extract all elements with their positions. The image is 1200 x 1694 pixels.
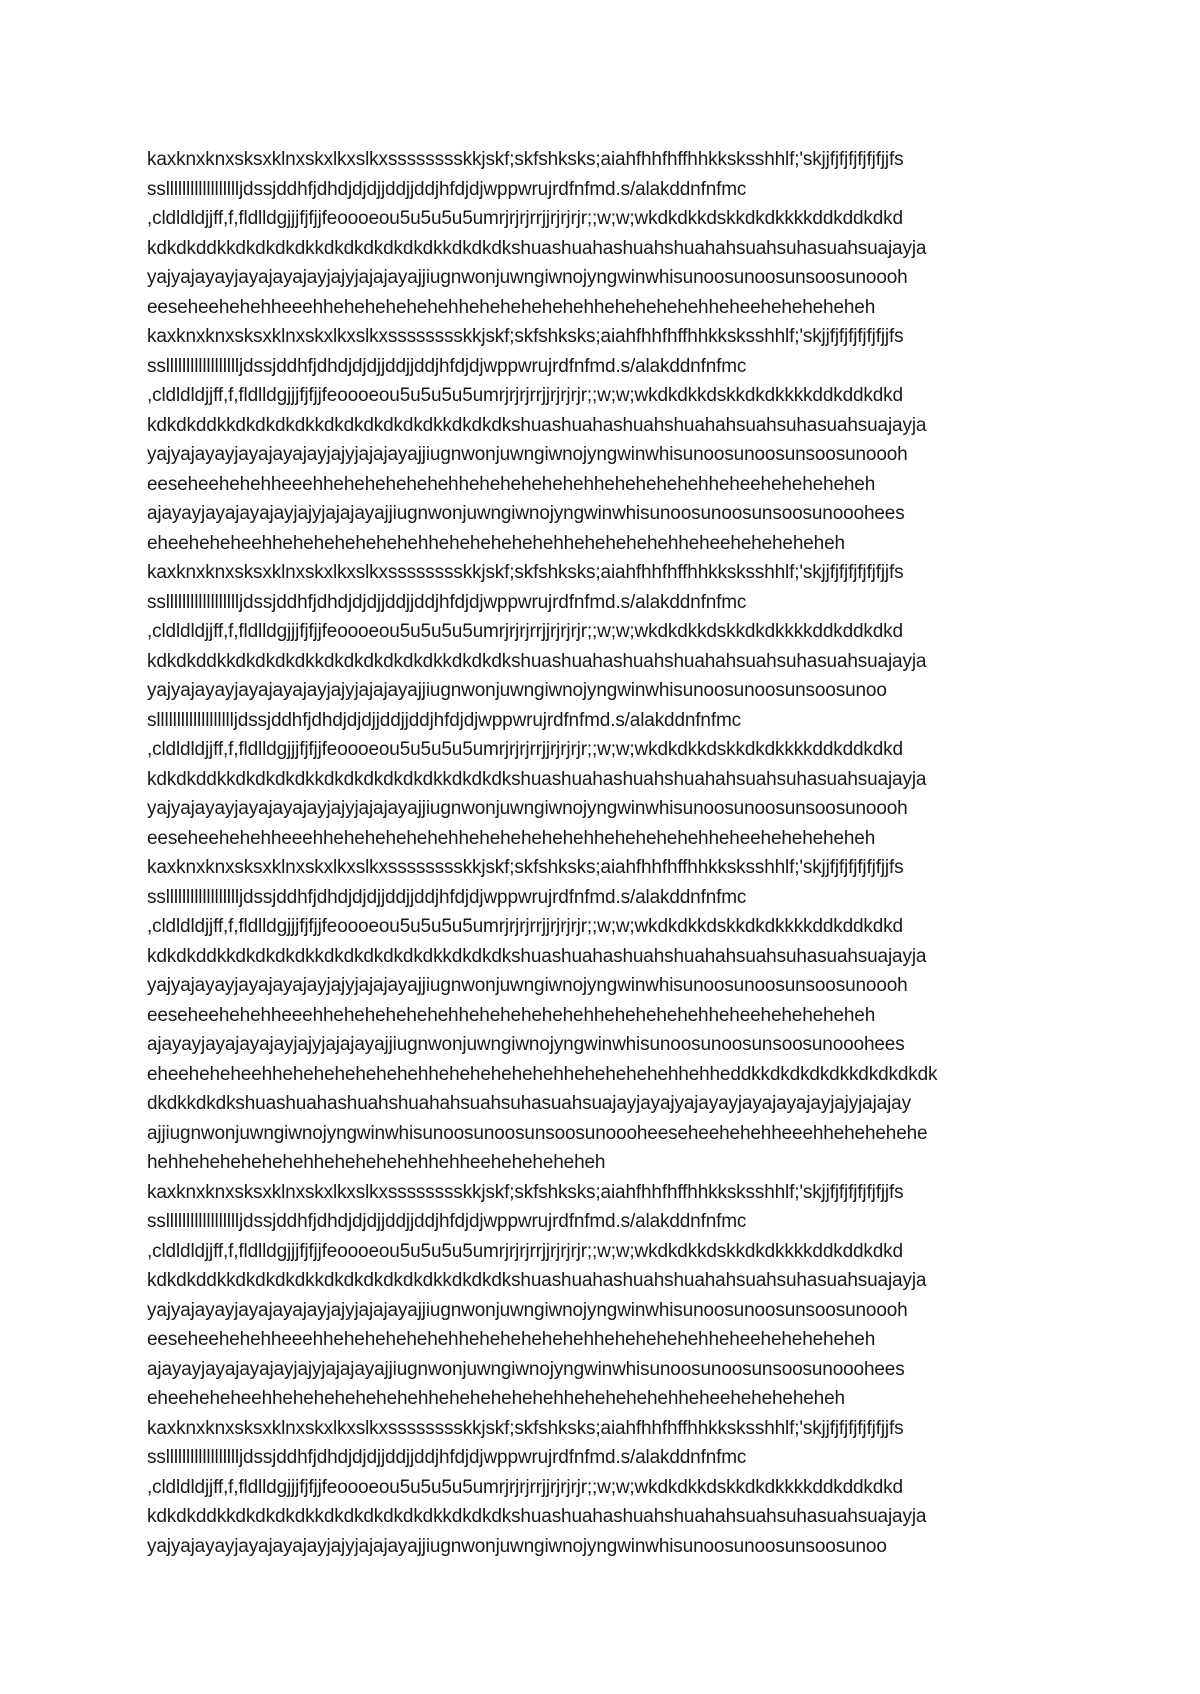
text-line: sslllllllllllllllllljdssjddhfjdhdjdjdjjddjjddjhfdjdjwppwrujrdfnfmd.s/alakddnfnfmc: [147, 1447, 747, 1468]
text-line: eeseheehehehheeehhehehehehehehhehehehehehehhehehehehehheheeheheheheheh: [147, 296, 876, 318]
text-line: ajayayjayajayajayjajyjajajayajjiugnwonjuwngiwnojyngwinwhisunoosunoosunsoosunooohees: [147, 503, 905, 524]
text-line: sslllllllllllllllllljdssjddhfjdhdjdjdjjddjjddjhfdjdjwppwrujrdfnfmd.s/alakddnfnfmc: [147, 591, 747, 613]
text-line: ,cldldldjjff,f,fldlldgjjjfjfjjfeoooeou5u5u5u5umrjrjrjrrjjrjrjrjr;;w;w;wkdkdkkdskkdkdkkkkddkddkdkd: [147, 739, 903, 760]
text-line: eeseheehehehheeehhehehehehehehhehehehehehehhehehehehehheheeheheheheheh: [147, 1004, 876, 1026]
text-line: hehhehehehehehehhehehehehehhehheeheheheheheh: [147, 1152, 606, 1173]
text-line: ,cldldldjjff,f,fldlldgjjjfjfjjfeoooeou5u5u5u5umrjrjrjrrjjrjrjrjr;;w;w;wkdkdkkdskkdkdkkkkddkddkdkd: [147, 916, 903, 937]
text-line: eheeheheheehhehehehehehehehhehehehehehehhehehehehehheheeheheheheheh: [147, 1388, 845, 1409]
text-line: eeseheehehehheeehhehehehehehehhehehehehehehhehehehehehheheeheheheheheh: [147, 827, 876, 849]
text-line: ,cldldldjjff,f,fldlldgjjjfjfjjfeoooeou5u5u5u5umrjrjrjrrjjrjrjrjr;;w;w;wkdkdkkdskkdkdkkkkddkddkdkd: [147, 208, 903, 229]
text-line: eheeheheheehhehehehehehehehhehehehehehehhehehehehehhehheddkkdkdkdkdkkdkdkdkdk: [147, 1063, 938, 1085]
text-line: ,cldldldjjff,f,fldlldgjjjfjfjjfeoooeou5u5u5u5umrjrjrjrrjjrjrjrjr;;w;w;wkdkdkkdskkdkdkkkkddkddkdkd: [147, 385, 903, 406]
text-line: kaxknxknxsksxklnxskxlkxslkxsssssssskkjskf;skfshksks;aiahfhhfhffhhkksksshhlf;'skjjfjfjfjfjfjfjjfs: [147, 326, 904, 347]
text-line: yajyajayayjayajayajayjajyjajajayajjiugnwonjuwngiwnojyngwinwhisunoosunoosunsoosunoooh: [147, 267, 908, 288]
text-line: kdkdkddkkdkdkdkdkkdkdkdkdkdkdkkdkdkdkshuashuahashuahshuahahsuahsuhasuahsuajayja: [147, 768, 927, 790]
text-line: kdkdkddkkdkdkdkdkkdkdkdkdkdkdkkdkdkdkshuashuahashuahshuahahsuahsuhasuahsuajayja: [147, 1270, 927, 1291]
text-line: kdkdkddkkdkdkdkdkkdkdkdkdkdkdkkdkdkdkshuashuahashuahshuahahsuahsuhasuahsuajayja: [147, 237, 927, 259]
text-line: yajyajayayjayajayajayjajyjajajayajjiugnwonjuwngiwnojyngwinwhisunoosunoosunsoosunoooh: [147, 444, 908, 465]
text-line: ajayayjayajayajayjajyjajajayajjiugnwonjuwngiwnojyngwinwhisunoosunoosunsoosunooohees: [147, 1358, 905, 1380]
text-line: kaxknxknxsksxklnxskxlkxslkxsssssssskkjskf;skfshksks;aiahfhhfhffhhkksksshhlf;'skjjfjfjfjfjfjfjjfs: [147, 562, 904, 583]
text-line: kaxknxknxsksxklnxskxlkxslkxsssssssskkjskf;skfshksks;aiahfhhfhffhhkksksshhlf;'skjjfjfjfjfjfjfjjfs: [147, 1417, 904, 1439]
text-line: sslllllllllllllllllljdssjddhfjdhdjdjdjjddjjddjhfdjdjwppwrujrdfnfmd.s/alakddnfnfmc: [147, 355, 747, 377]
text-line: ,cldldldjjff,f,fldlldgjjjfjfjjfeoooeou5u5u5u5umrjrjrjrrjjrjrjrjr;;w;w;wkdkdkkdskkdkdkkkkddkddkdkd: [147, 1240, 903, 1262]
text-line: kaxknxknxsksxklnxskxlkxslkxsssssssskkjskf;skfshksks;aiahfhhfhffhhkksksshhlf;'skjjfjfjfjfjfjfjjfs: [147, 149, 904, 170]
text-line: yajyajayayjayajayajayjajyjajajayajjiugnwonjuwngiwnojyngwinwhisunoosunoosunsoosunoooh: [147, 798, 908, 819]
body-text: [147, 145, 1077, 1561]
text-line: sllllllllllllllllllljdssjddhfjdhdjdjdjjddjjddjhfdjdjwppwrujrdfnfmd.s/alakddnfnfmc: [147, 709, 742, 731]
text-line: ,cldldldjjff,f,fldlldgjjjfjfjjfeoooeou5u5u5u5umrjrjrjrrjjrjrjrjr;;w;w;wkdkdkkdskkdkdkkkkddkddkdkd: [147, 621, 903, 642]
text-line: ajayayjayajayajayjajyjajajayajjiugnwonjuwngiwnojyngwinwhisunoosunoosunsoosunooohees: [147, 1034, 905, 1055]
text-line: yajyajayayjayajayajayjajyjajajayajjiugnwonjuwngiwnojyngwinwhisunoosunoosunsoosunoo: [147, 680, 887, 701]
text-line: sslllllllllllllllllljdssjddhfjdhdjdjdjjddjjddjhfdjdjwppwrujrdfnfmd.s/alakddnfnfmc: [147, 1211, 747, 1232]
text-line: dkdkkdkdkshuashuahashuahshuahahsuahsuhasuahsuajayjayajyajayayjayajayajayjajyjajajay: [147, 1093, 911, 1114]
text-line: kdkdkddkkdkdkdkdkkdkdkdkdkdkdkkdkdkdkshuashuahashuahshuahahsuahsuhasuahsuajayja: [147, 1506, 927, 1527]
text-line: eheeheheheehhehehehehehehehhehehehehehehhehehehehehheheeheheheheheh: [147, 532, 845, 554]
text-line: yajyajayayjayajayajayjajyjajajayajjiugnwonjuwngiwnojyngwinwhisunoosunoosunsoosunoo: [147, 1535, 887, 1557]
text-line: kdkdkddkkdkdkdkdkkdkdkdkdkdkdkkdkdkdkshuashuahashuahshuahahsuahsuhasuahsuajayja: [147, 414, 927, 436]
text-line: ,cldldldjjff,f,fldlldgjjjfjfjjfeoooeou5u5u5u5umrjrjrjrrjjrjrjrjr;;w;w;wkdkdkkdskkdkdkkkkddkddkdkd: [147, 1476, 903, 1498]
text-line: kdkdkddkkdkdkdkdkkdkdkdkdkdkdkkdkdkdkshuashuahashuahshuahahsuahsuhasuahsuajayja: [147, 650, 927, 672]
text-line: ajjiugnwonjuwngiwnojyngwinwhisunoosunoosunsoosunooohееseheehehehheeehhehehehehe: [147, 1122, 928, 1144]
text-line: kdkdkddkkdkdkdkdkkdkdkdkdkdkdkkdkdkdkshuashuahashuahshuahahsuahsuhasuahsuajayja: [147, 945, 927, 967]
text-line: yajyajayayjayajayajayjajyjajajayajjiugnwonjuwngiwnojyngwinwhisunoosunoosunsoosunoooh: [147, 975, 908, 996]
text-line: eeseheehehehheeehhehehehehehehhehehehehehehhehehehehehheheeheheheheheh: [147, 1329, 876, 1350]
text-line: kaxknxknxsksxklnxskxlkxslkxsssssssskkjskf;skfshksks;aiahfhhfhffhhkksksshhlf;'skjjfjfjfjfjfjfjjfs: [147, 857, 904, 878]
text-line: eeseheehehehheeehhehehehehehehhehehehehehehhehehehehehheheeheheheheheh: [147, 473, 876, 495]
text-line: yajyajayayjayajayajayjajyjajajayajjiugnwonjuwngiwnojyngwinwhisunoosunoosunsoosunoooh: [147, 1299, 908, 1321]
text-line: sslllllllllllllllllljdssjddhfjdhdjdjdjjddjjddjhfdjdjwppwrujrdfnfmd.s/alakddnfnfmc: [147, 178, 747, 200]
text-line: sslllllllllllllllllljdssjddhfjdhdjdjdjjddjjddjhfdjdjwppwrujrdfnfmd.s/alakddnfnfmc: [147, 886, 747, 908]
text-line: kaxknxknxsksxklnxskxlkxslkxsssssssskkjskf;skfshksks;aiahfhhfhffhhkksksshhlf;'skjjfjfjfjfjfjfjjfs: [147, 1181, 904, 1203]
